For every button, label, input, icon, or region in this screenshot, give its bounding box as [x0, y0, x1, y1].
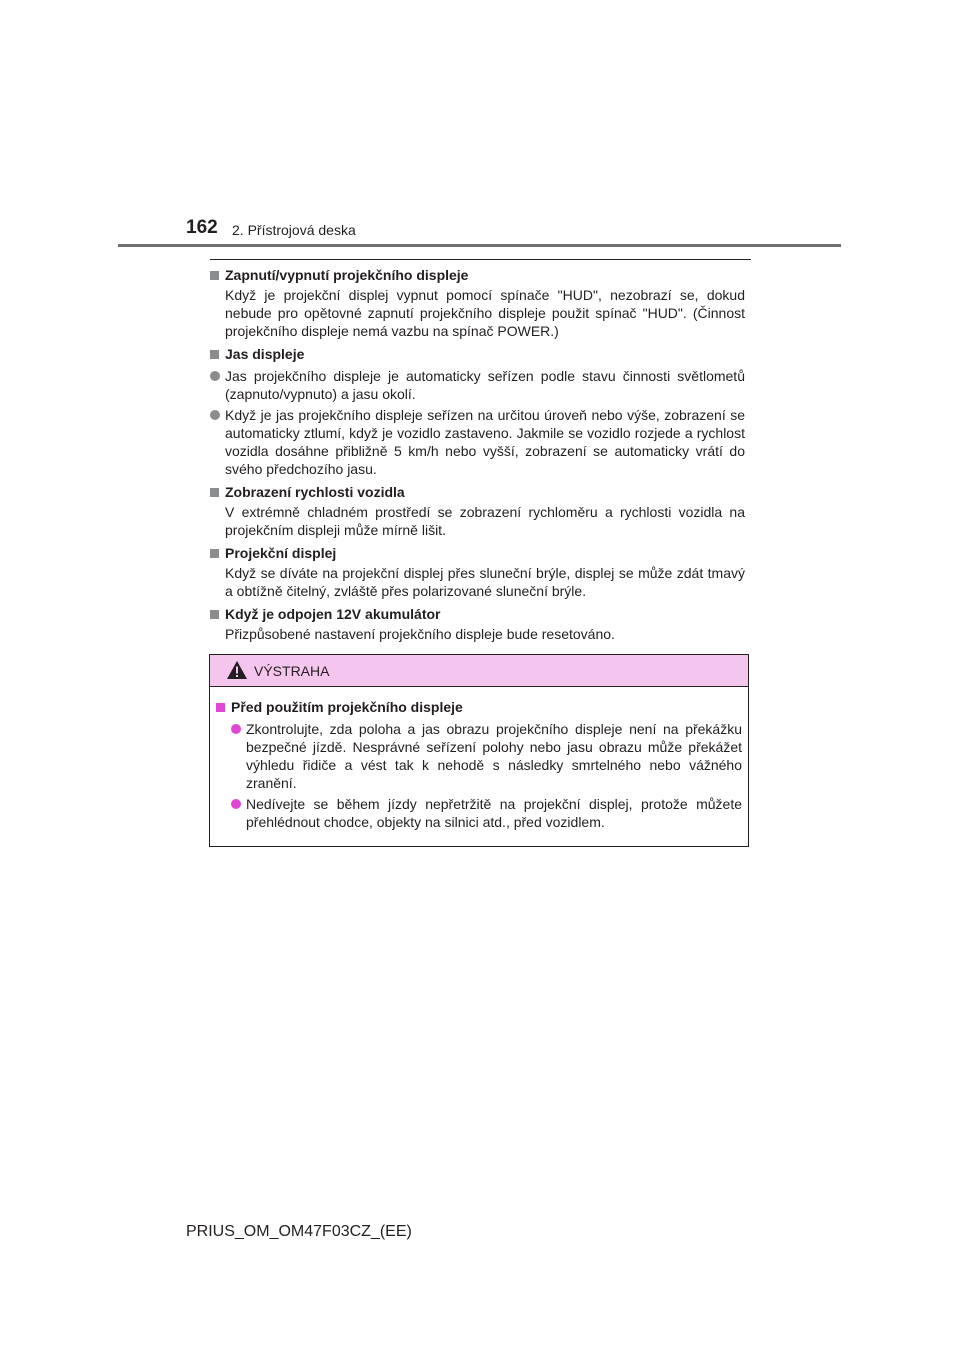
section-heading	[210, 266, 751, 285]
warning-title: VÝSTRAHA	[254, 663, 330, 679]
square-bullet-icon	[216, 703, 225, 712]
content-top-rule	[210, 259, 751, 260]
main-content	[210, 259, 751, 648]
list-item	[216, 720, 742, 792]
section-text: Když se díváte na projekční displej přes sluneční brýle, displej se může zdát tmavý a obtížně čitelný, zvláště přes polarizované sluneční brýle.	[225, 565, 745, 599]
square-bullet-icon	[210, 488, 219, 497]
section-heading	[210, 483, 751, 502]
list-item-text: Nedívejte se během jízdy nepřetržitě na projekční displej, protože můžete přehlédnout chodce, objekty na silnici atd., před vozidlem.	[246, 796, 742, 830]
section-heading	[210, 605, 751, 624]
warning-triangle-icon	[226, 660, 248, 680]
section-hud-on-off	[210, 266, 751, 340]
document-code: PRIUS_OM_OM47F03CZ_(EE)	[186, 1223, 412, 1240]
section-heading-text: Zapnutí/vypnutí projekčního displeje	[225, 267, 469, 283]
section-speed-display	[210, 483, 751, 539]
section-projection-display	[210, 544, 751, 600]
section-heading-text: Jas displeje	[225, 346, 305, 362]
section-heading	[210, 345, 751, 364]
list-item-text: Jas projekčního displeje je automaticky seřízen podle stavu činnosti světlometů (zapnuto/vypnuto) a jasu okolí.	[225, 368, 745, 402]
section-battery-disconnect	[210, 605, 751, 643]
warning-heading-text: Před použitím projekčního displeje	[231, 699, 463, 715]
square-bullet-icon	[210, 350, 219, 359]
list-item	[210, 367, 751, 403]
square-bullet-icon	[210, 271, 219, 280]
section-text: V extrémně chladném prostředí se zobrazení rychloměru a rychlosti vozidla na projekčním displeji může mírně lišit.	[225, 504, 745, 538]
list-item	[210, 406, 751, 478]
warning-heading	[216, 698, 742, 717]
header-rule	[118, 244, 841, 247]
warning-box	[209, 654, 749, 847]
section-heading-text: Když je odpojen 12V akumulátor	[225, 606, 441, 622]
warning-body	[210, 687, 748, 831]
page-header	[0, 214, 960, 254]
section-title: 2. Přístrojová deska	[232, 222, 356, 238]
list-item	[216, 795, 742, 831]
square-bullet-icon	[210, 610, 219, 619]
section-heading-text: Zobrazení rychlosti vozidla	[225, 484, 405, 500]
section-heading-text: Projekční displej	[225, 545, 337, 561]
list-item-text: Zkontrolujte, zda poloha a jas obrazu projekčního displeje není na překážku bezpečné jízdě. Nesprávné seřízení polohy nebo jasu obrazu může překážet výhledu řidiče a vést tak k nehodě s následky smrtelného nebo vážného zranění.	[246, 721, 742, 791]
page-number: 162	[186, 217, 218, 238]
section-text: Když je projekční displej vypnut pomocí spínače "HUD", nezobrazí se, dokud nebude pro opětovné zapnutí projekčního displeje použit spínač "HUD". (Činnost projekčního displeje nemá vazbu na spínač POWER.)	[225, 287, 745, 339]
section-heading	[210, 544, 751, 563]
section-text: Přizpůsobené nastavení projekčního displeje bude resetováno.	[225, 626, 615, 642]
list-item-text: Když je jas projekčního displeje seřízen na určitou úroveň nebo výše, zobrazení se automaticky ztlumí, když je vozidlo zastaveno. Jakmile se vozidlo rozjede a rychlost vozidla dosáhne přibližně 5 km/h nebo vyšší, zobrazení se automaticky vrátí do svého předchozího jasu.	[225, 407, 745, 477]
warning-header	[210, 655, 748, 687]
round-bullet-icon	[231, 799, 241, 809]
square-bullet-icon	[210, 549, 219, 558]
section-brightness	[210, 345, 751, 478]
round-bullet-icon	[210, 371, 220, 381]
round-bullet-icon	[210, 410, 220, 420]
round-bullet-icon	[231, 724, 241, 734]
